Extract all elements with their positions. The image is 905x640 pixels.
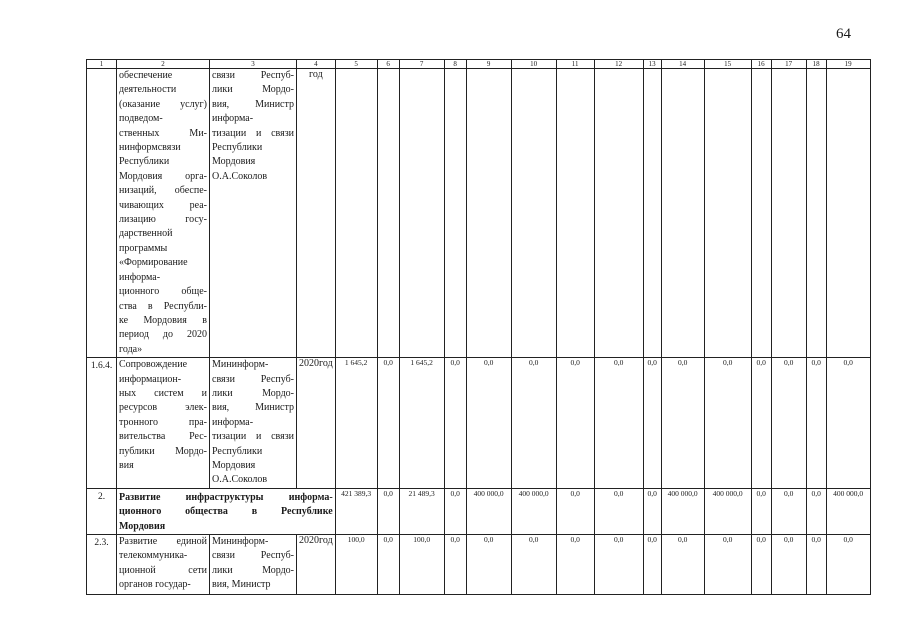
executor [210, 358, 297, 489]
column-number: 19 [826, 60, 870, 69]
amount-cell: 0,0 [594, 488, 643, 534]
activity-name-line: (оказание услуг) [119, 98, 207, 110]
amount-cell: 0,0 [556, 535, 594, 595]
amount-cell: 421 389,3 [335, 488, 377, 534]
year-line: год [309, 69, 323, 80]
activity-name [117, 535, 210, 595]
activity-name-line: телекоммуника- [119, 550, 188, 562]
amount-cell: 100,0 [335, 535, 377, 595]
activity-name-line: нинформсвязи [119, 142, 181, 154]
column-number: 15 [704, 60, 751, 69]
activity-name-line: Развитие единой [119, 536, 207, 547]
column-number: 10 [511, 60, 556, 69]
activity-name-line: года» [119, 343, 143, 355]
amount-cell: 0,0 [466, 358, 511, 489]
column-number: 6 [377, 60, 399, 69]
table-body [87, 60, 871, 595]
executor [210, 535, 297, 595]
executor-line: связи Респуб- [212, 70, 294, 81]
amount-cell: 0,0 [771, 358, 806, 489]
amount-cell [661, 69, 704, 358]
column-number: 5 [335, 60, 377, 69]
amount-cell [335, 69, 377, 358]
amount-cell [511, 69, 556, 358]
column-number: 9 [466, 60, 511, 69]
row-number: 2.3. [87, 535, 117, 595]
activity-name-line: «Формирование [119, 257, 188, 269]
activity-name-line: лизацию госу- [119, 214, 207, 226]
amount-cell: 0,0 [806, 358, 826, 489]
column-number: 18 [806, 60, 826, 69]
section-title-line: Мордовия [119, 520, 166, 532]
table-row [87, 69, 871, 358]
amount-cell: 400 000,0 [704, 488, 751, 534]
amount-cell: 0,0 [751, 535, 771, 595]
activity-name-line: тронного пра- [119, 416, 207, 428]
amount-cell: 0,0 [643, 358, 661, 489]
activity-name-line: ства в Республи- [119, 300, 207, 312]
table-row [87, 488, 871, 534]
row-number [87, 69, 117, 358]
column-number: 8 [444, 60, 466, 69]
amount-cell: 0,0 [377, 488, 399, 534]
executor-line: лики Мордо- [212, 84, 294, 96]
executor-line: информа- [212, 416, 254, 428]
amount-cell: 100,0 [399, 535, 444, 595]
executor [210, 69, 297, 358]
amount-cell: 21 489,3 [399, 488, 444, 534]
executor-line: вия, Министр [212, 98, 294, 110]
activity-name-line: низаций, обеспе- [119, 185, 207, 197]
activity-name-line: обеспечение [119, 70, 173, 81]
executor-line: связи Респуб- [212, 550, 294, 562]
executor-line: лики Мордо- [212, 387, 294, 399]
amount-cell [806, 69, 826, 358]
amount-cell: 0,0 [704, 358, 751, 489]
amount-cell: 1 645,2 [399, 358, 444, 489]
amount-cell: 0,0 [377, 535, 399, 595]
amount-cell [826, 69, 870, 358]
activity-name-line: информа- [119, 271, 161, 283]
header-row [87, 60, 871, 69]
column-number: 3 [210, 60, 297, 69]
amount-cell: 0,0 [643, 488, 661, 534]
amount-cell [444, 69, 466, 358]
column-number: 7 [399, 60, 444, 69]
amount-cell: 1 645,2 [335, 358, 377, 489]
amount-cell: 0,0 [594, 535, 643, 595]
amount-cell: 0,0 [751, 358, 771, 489]
amount-cell: 0,0 [444, 535, 466, 595]
amount-cell: 400 000,0 [466, 488, 511, 534]
activity-name-line: публики Мордо- [119, 445, 207, 457]
activity-name-line: Мордовия орга- [119, 170, 207, 182]
executor-line: Мининформ- [212, 536, 269, 547]
column-number: 4 [297, 60, 336, 69]
column-number: 16 [751, 60, 771, 69]
column-number: 12 [594, 60, 643, 69]
amount-cell: 0,0 [377, 358, 399, 489]
activity-name-line: дарственной [119, 228, 173, 240]
row-number: 1.6.4. [87, 358, 117, 489]
amount-cell: 0,0 [511, 535, 556, 595]
amount-cell: 0,0 [751, 488, 771, 534]
amount-cell: 0,0 [466, 535, 511, 595]
activity-name-line: чивающих реа- [119, 199, 207, 211]
implementation-year [297, 358, 336, 489]
executor-line: вия, Министр [212, 402, 294, 414]
amount-cell: 0,0 [556, 488, 594, 534]
amount-cell: 0,0 [594, 358, 643, 489]
amount-cell [399, 69, 444, 358]
amount-cell: 0,0 [556, 358, 594, 489]
activity-name [117, 358, 210, 489]
activity-name-line: органов государ- [119, 579, 191, 591]
amount-cell: 0,0 [771, 488, 806, 534]
executor-line: Республики [212, 445, 263, 457]
amount-cell: 0,0 [661, 535, 704, 595]
amount-cell: 0,0 [806, 488, 826, 534]
amount-cell: 400 000,0 [511, 488, 556, 534]
activity-name [117, 69, 210, 358]
year-line: 2020 [299, 535, 319, 546]
amount-cell: 0,0 [704, 535, 751, 595]
amount-cell: 0,0 [444, 488, 466, 534]
activity-name-line: ционной сети [119, 564, 207, 576]
amount-cell [704, 69, 751, 358]
activity-name-line: Республики [119, 156, 170, 168]
table-row [87, 358, 871, 489]
page-number: 64 [836, 26, 851, 42]
activity-name-line: информацион- [119, 373, 182, 385]
executor-line: лики Мордо- [212, 564, 294, 576]
table-row [87, 535, 871, 595]
executor-line: О.А.Соколов [212, 474, 268, 486]
column-number: 1 [87, 60, 117, 69]
activity-name-line: ресурсов элек- [119, 402, 207, 414]
activity-name-line: ционного обще- [119, 286, 207, 298]
executor-line: тизации и связи [212, 127, 294, 139]
column-number: 11 [556, 60, 594, 69]
executor-line: связи Респуб- [212, 373, 294, 385]
activity-name-line: Сопровождение [119, 359, 188, 371]
amount-cell [466, 69, 511, 358]
activity-name-line: ных систем и [119, 387, 207, 399]
amount-cell [771, 69, 806, 358]
implementation-year [297, 535, 336, 595]
activity-name-line: ке Мордовия в [119, 314, 207, 326]
amount-cell: 0,0 [661, 358, 704, 489]
amount-cell: 0,0 [771, 535, 806, 595]
amount-cell [751, 69, 771, 358]
executor-line: тизации и связи [212, 431, 294, 443]
executor-line: Республики [212, 142, 263, 154]
activity-name-line: период до 2020 [119, 329, 207, 341]
column-number: 13 [643, 60, 661, 69]
section-title [117, 488, 336, 534]
amount-cell: 0,0 [643, 535, 661, 595]
executor-line: Мининформ- [212, 359, 269, 371]
year-line: год [319, 535, 333, 546]
year-line: 2020 [299, 358, 319, 370]
implementation-year [297, 69, 336, 358]
activity-name-line: вительства Рес- [119, 431, 207, 443]
amount-cell: 400 000,0 [826, 488, 870, 534]
amount-cell: 0,0 [444, 358, 466, 489]
amount-cell: 0,0 [826, 358, 870, 489]
column-number: 14 [661, 60, 704, 69]
executor-line: Мордовия [212, 459, 256, 471]
amount-cell: 400 000,0 [661, 488, 704, 534]
executor-line: вия, Министр [212, 579, 271, 591]
activity-name-line: подведом- [119, 113, 163, 125]
column-number: 17 [771, 60, 806, 69]
year-line: год [319, 358, 333, 370]
executor-line: информа- [212, 113, 254, 125]
activity-name-line: вия [119, 459, 134, 471]
section-title-line: ционного общества в Республике [119, 506, 333, 518]
amount-cell [643, 69, 661, 358]
row-number: 2. [87, 488, 117, 534]
activity-name-line: ственных Ми- [119, 127, 207, 139]
amount-cell: 0,0 [511, 358, 556, 489]
budget-table [86, 59, 871, 595]
executor-line: О.А.Соколов [212, 170, 268, 182]
executor-line: Мордовия [212, 156, 256, 168]
amount-cell [556, 69, 594, 358]
column-number: 2 [117, 60, 210, 69]
activity-name-line: программы [119, 242, 168, 254]
section-title-line: Развитие инфраструктуры информа- [119, 491, 333, 503]
amount-cell [377, 69, 399, 358]
amount-cell [594, 69, 643, 358]
amount-cell: 0,0 [806, 535, 826, 595]
amount-cell: 0,0 [826, 535, 870, 595]
activity-name-line: деятельности [119, 84, 177, 96]
